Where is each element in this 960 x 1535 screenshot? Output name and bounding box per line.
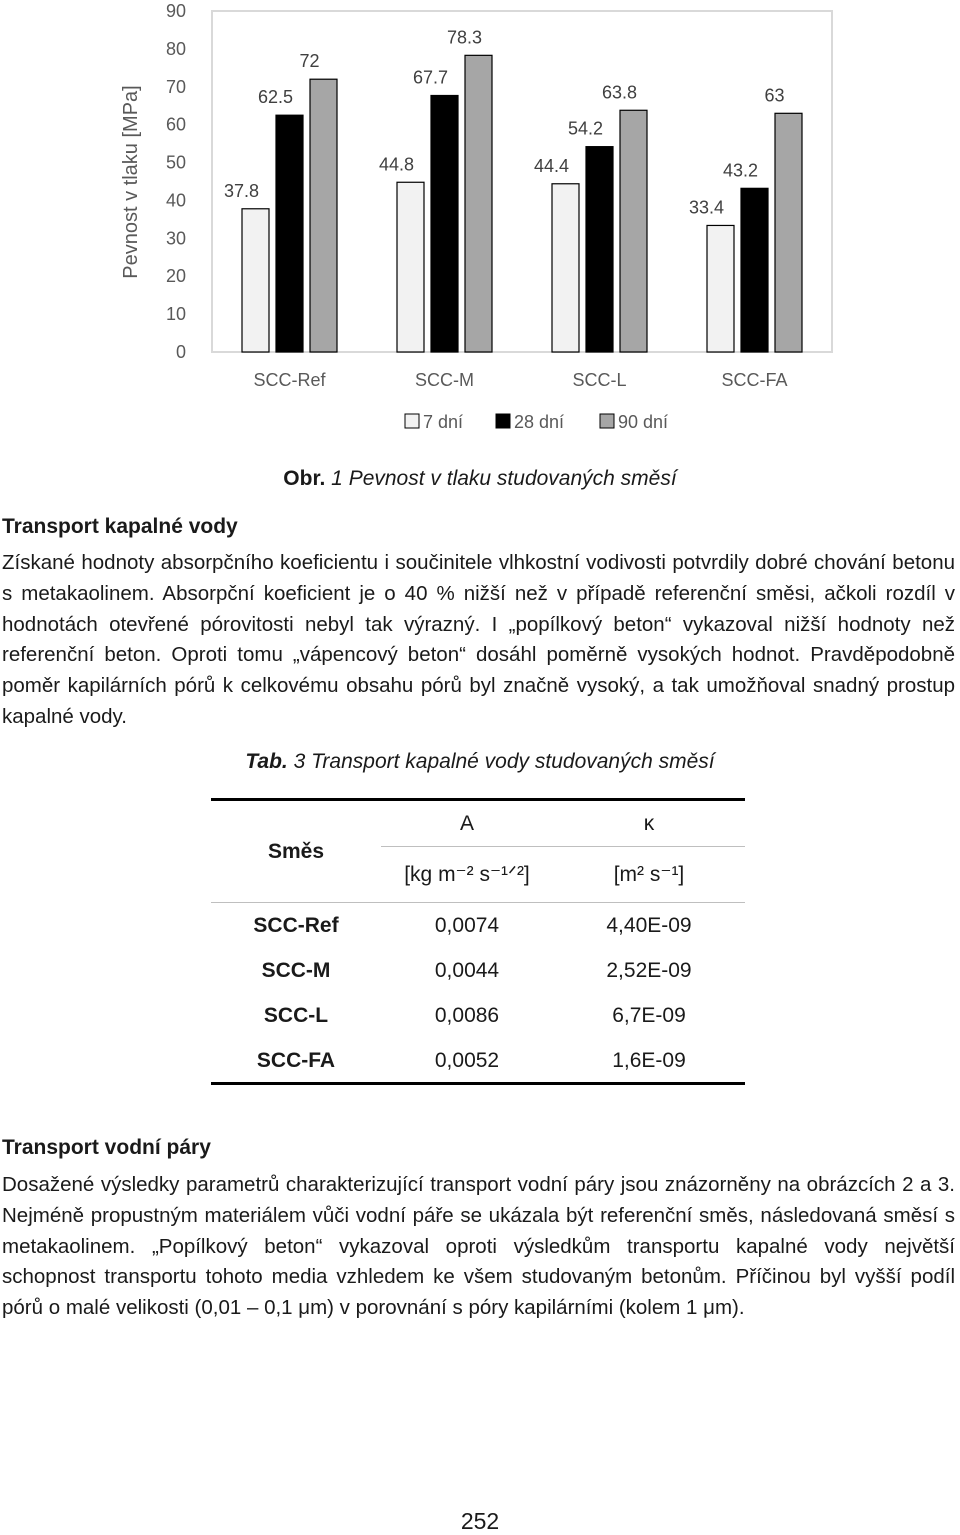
table-header-a: A <box>459 812 474 835</box>
table-unit-a: [kg m⁻² s⁻¹ᐟ²] <box>404 863 530 886</box>
x-tick-label: SCC-L <box>572 370 627 390</box>
bar-90-dní <box>310 79 337 352</box>
data-label: 78.3 <box>446 27 483 48</box>
y-tick-label: 80 <box>165 38 186 59</box>
y-tick-label: 10 <box>165 304 186 325</box>
table-row-mix: SCC-FA <box>256 1049 336 1072</box>
table-unit-k: [m² s⁻¹] <box>613 863 685 886</box>
table-row-a: 0,0074 <box>434 914 500 937</box>
table-caption-number: 3 <box>293 750 306 773</box>
section-heading-water-vapour: Transport vodní páry <box>2 1136 211 1159</box>
section-heading-liquid-water: Transport kapalné vody <box>2 515 238 538</box>
figure-caption <box>0 467 960 491</box>
table-bottom-rule <box>211 1082 745 1085</box>
bar-7-dní <box>552 184 579 352</box>
data-label: 72 <box>299 51 320 72</box>
table-header-divider <box>381 846 745 847</box>
table-row-a: 0,0086 <box>434 1004 500 1027</box>
data-label: 44.4 <box>533 155 570 176</box>
table-row-k: 6,7E-09 <box>612 1004 686 1027</box>
bar-7-dní <box>242 209 269 352</box>
paragraph-liquid-water: Získané hodnoty absorpčního koeficientu i součinitele vlhkostní vodivosti potvrdily dobré chování betonu s metakaolinem. Absorpční koeficient je o 40 % nižší než v případě referenční směsi, ačkoli rozdíl v hodnotách otevřené pórovitosti nebyl tak výrazný. I „popílkový beton“ vykazoval nižší hodnoty než referenční beton. Oproti tomu „vápencový beton“ dosáhl poměrně vysokých hodnot. Pravděpodobně poměr kapilárních pórů k celkovému obsahu pórů byl značně vysoký, a tak umožňoval snadný prostup kapalné vody. <box>2 551 955 728</box>
bar-90-dní <box>620 110 647 352</box>
table-row-a: 0,0044 <box>434 959 500 982</box>
table-row-mix: SCC-L <box>263 1004 329 1027</box>
table-header-k: κ <box>643 812 655 835</box>
legend-label: 7 dní <box>423 412 464 432</box>
figure-caption-number: 1 <box>331 467 343 490</box>
data-label: 43.2 <box>722 160 759 181</box>
legend-swatch <box>600 414 614 428</box>
y-tick-label: 20 <box>165 266 186 287</box>
bar-28-dní <box>586 147 613 352</box>
y-tick-label: 90 <box>165 1 186 21</box>
bar-90-dní <box>775 113 802 352</box>
bar-28-dní <box>741 188 768 352</box>
data-label: 33.4 <box>688 197 725 218</box>
legend-label: 90 dní <box>618 412 669 432</box>
page-number: 252 <box>460 1508 500 1534</box>
table-caption <box>0 750 960 774</box>
legend-swatch <box>405 414 419 428</box>
paragraph-water-vapour: Dosažené výsledky parametrů charakterizující transport vodní páry jsou znázorněny na obrázcích 2 a 3. Nejméně propustným materiálem vůči vodní páře se ukázala být referenční směs, následovaná směsí s metakaolinem. „Popílkový beton“ vykazoval oproti výsledkům transportu kapalné vody největší schopnost transportu tohoto media vzhledem ke všem studovaným betonům. Příčinou byl vyšší podíl pórů o malé velikosti (0,01 – 0,1 μm) v porovnání s póry kapilárními (kolem 1 μm). <box>2 1173 955 1320</box>
bar-7-dní <box>397 182 424 352</box>
y-tick-label: 70 <box>165 76 186 97</box>
table-row-a: 0,0052 <box>434 1049 500 1072</box>
y-tick-label: 0 <box>175 342 186 362</box>
y-tick-label: 40 <box>165 190 186 211</box>
table-caption-label: Tab. <box>245 750 288 773</box>
legend-label: 28 dní <box>514 412 565 432</box>
x-tick-label: SCC-Ref <box>253 370 326 390</box>
y-tick-label: 50 <box>165 152 186 173</box>
y-axis-title: Pevnost v tlaku [MPa] <box>120 85 142 279</box>
data-label: 63.8 <box>601 82 638 103</box>
data-label: 63 <box>764 85 785 106</box>
data-label: 44.8 <box>378 154 415 175</box>
bar-7-dní <box>707 225 734 352</box>
table-row-k: 4,40E-09 <box>606 914 692 937</box>
table-row-k: 2,52E-09 <box>606 959 692 982</box>
data-label: 37.8 <box>223 180 260 201</box>
x-tick-label: SCC-FA <box>721 370 788 390</box>
table-row-k: 1,6E-09 <box>612 1049 686 1072</box>
table-header-mix: Směs <box>267 840 325 863</box>
data-label: 54.2 <box>567 118 604 139</box>
y-tick-label: 60 <box>165 114 186 135</box>
table-row-mix: SCC-M <box>261 959 331 982</box>
y-tick-label: 30 <box>165 228 186 249</box>
figure-caption-label: Obr. <box>283 467 326 490</box>
figure-caption-text: Pevnost v tlaku studovaných směsí <box>348 467 677 490</box>
table-row-mix: SCC-Ref <box>253 914 339 937</box>
table-top-rule <box>211 798 745 801</box>
compressive-strength-chart <box>0 0 960 445</box>
table-header-rule <box>211 902 745 903</box>
data-label: 62.5 <box>257 87 294 108</box>
x-tick-label: SCC-M <box>415 370 474 390</box>
bar-28-dní <box>431 95 458 352</box>
legend-swatch <box>496 414 510 428</box>
bar-28-dní <box>276 115 303 352</box>
table-caption-text: Transport kapalné vody studovaných směsí <box>311 750 715 773</box>
bar-90-dní <box>465 55 492 352</box>
data-label: 67.7 <box>412 67 449 88</box>
